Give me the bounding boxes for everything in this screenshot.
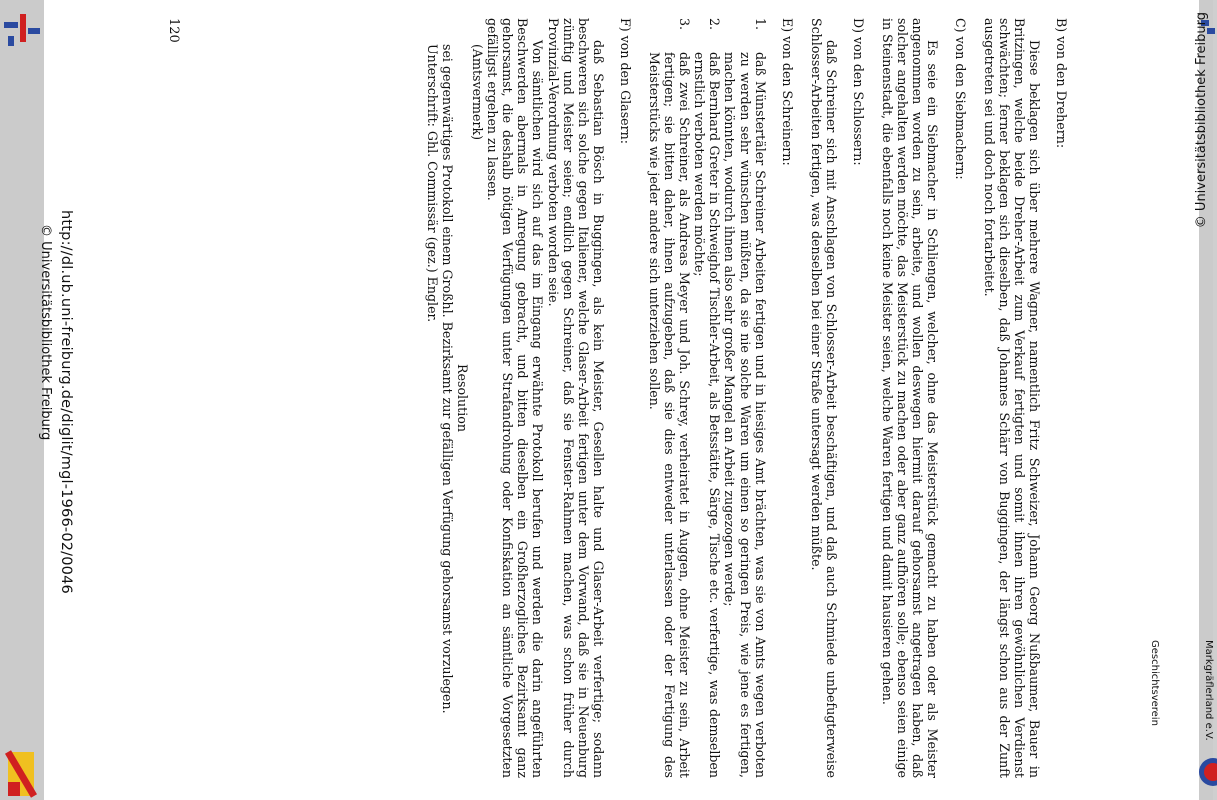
section-heading: D) von den Schlossern: <box>851 18 867 166</box>
list-item-text: daß Münstertäler Schreiner Arbeiten fertigen und in hiesiges Amt brächten, was sie von Amts wegen verboten zu werden sehr wünschen müßten, da sie nie solche Waren um einen so geringen Preis, wie jene es fertigen, machen könnten, wodurch ihnen also sehr großer Mangel an Arbeit zugezogen werde; <box>722 52 768 778</box>
footer-url-link[interactable]: http://dl.ub.uni-freiburg.de/diglit/mgl-1966-02/0046 <box>58 210 74 594</box>
section-paragraph: Diese beklagen sich über mehrere Wagner, namentlich Fritz Schweizer, Johann Georg Nußbaumer, Bauer in Britzingen, welche beide Dreher-Arbeit zum Verkauf fertigten und somit ihnen ihren gewöhnlichen Verdienst schwächten; ferner beklagen sich dieselben, daß Johannes Schärr von Buggingen, der längst schon aus der Zunft ausgetreten sei und doch noch fortarbeitet. <box>981 18 1042 778</box>
section-paragraph: Es seie ein Siebmacher in Schliengen, welcher, ohne das Meisterstück gemacht zu haben oder als Meister angenommen worden zu sein, arbeite, und wollen deswegen hiermit darauf gehorsamst angetragen haben, daß solcher angehalten werden möchte, das Meisterstück zu machen oder aber ganz aufhören solle; ebenso seien einige in Steinenstadt, die ebenfalls noch keine Meister seien, welche Waren fertigen und damit hausieren gehen. <box>880 18 941 778</box>
section-paragraph: Von sämtlichen wird sich auf das im Eingang erwähnte Protokoll berufen und werden die darin angeführten Beschwerden abermals in Anregung gebracht, und bitten dieselben ein Großherzogliches Bezirksamt ganz gehorsamst, die deshalb nötigen Verfügungen unter Strafandrohung oder Konfiskation an sämtliche Vorgesetzten gefälligst ergehen zu lassen. <box>485 18 546 778</box>
section-paragraph: daß Sebastian Bösch in Buggingen, als kein Meister, Gesellen halte und Glaser-Arbeit verfertige; sodann beschweren sich solche gegen Italiener, welche Glaser-Arbeit fertigen unter dem Vorwand, daß sie in Neuenburg zünftig und Meister seien; endlich gegen Schreiner, daß sie Fenster-Rahmen machen, was schon früher durch Provinzial-Verordnung verboten worden seie. <box>545 18 606 778</box>
list-item-number: 1. <box>752 18 768 31</box>
section-heading: E) von den Schreinern: <box>779 18 795 166</box>
numbered-list <box>647 18 768 778</box>
document-body <box>425 18 1069 778</box>
library-logo-icon <box>4 14 40 54</box>
resolution-heading: Resolution <box>455 364 470 432</box>
list-item-number: 2. <box>707 18 723 31</box>
society-suffix-label: Markgräflerland e.V. <box>1203 640 1214 741</box>
list-item <box>647 18 692 778</box>
list-item <box>722 18 767 778</box>
coat-of-arms-small-icon <box>1199 752 1217 792</box>
footer-copyright: © Universitätsbibliothek Freiburg <box>38 224 53 441</box>
list-item-text: daß Bernhard Greter in Schweighof Tischler-Arbeit, als Betsstätte, Särge, Tische etc. verfertige, was demselben ernstlich verboten werden möchte; <box>692 52 723 778</box>
coat-of-arms-icon <box>4 752 38 796</box>
list-item-text: daß zwei Schreiner, als Andreas Meyer und Joh. Schrey, verheiratet in Auggen, ohne Meister zu sein, Arbeit fertigen; sie bitten daher, ihnen aufzugeben, daß sie dies entweder unterlassen oder der Fertigung des Meisterstücks wie jeder andere sich unterziehen sollen. <box>647 52 693 778</box>
official-note: (Amtsvermerk) <box>470 44 486 141</box>
society-name-label: Geschichtsverein <box>1149 640 1160 726</box>
section-heading: B) von den Drehern: <box>1054 18 1069 149</box>
page-number: 120 <box>166 18 181 43</box>
top-copyright-text: © Universitätsbibliothek Freiburg <box>1194 12 1209 229</box>
signature-line: Unterschrift: Ghl. Commissär (gez.) Engler. <box>424 44 440 323</box>
resolution-text: sei gegenwärtiges Protokoll einem Großhl. Bezirksamt zur gefälligen Verfügung gehorsamst vorzulegen. <box>439 44 455 714</box>
list-item-number: 3. <box>677 18 693 31</box>
list-item <box>692 18 722 778</box>
section-heading: F) von den Glasern: <box>617 18 633 144</box>
section-heading: C) von den Siebmachern: <box>952 18 968 180</box>
section-paragraph: daß Schreiner sich mit Anschlagen von Schlosser-Arbeit beschäftigen, und daß auch Schmiede unbefugterweise Schlosser-Arbeiten fertigen, was denselben bei einer Straße untersagt werden müßte. <box>808 18 839 778</box>
